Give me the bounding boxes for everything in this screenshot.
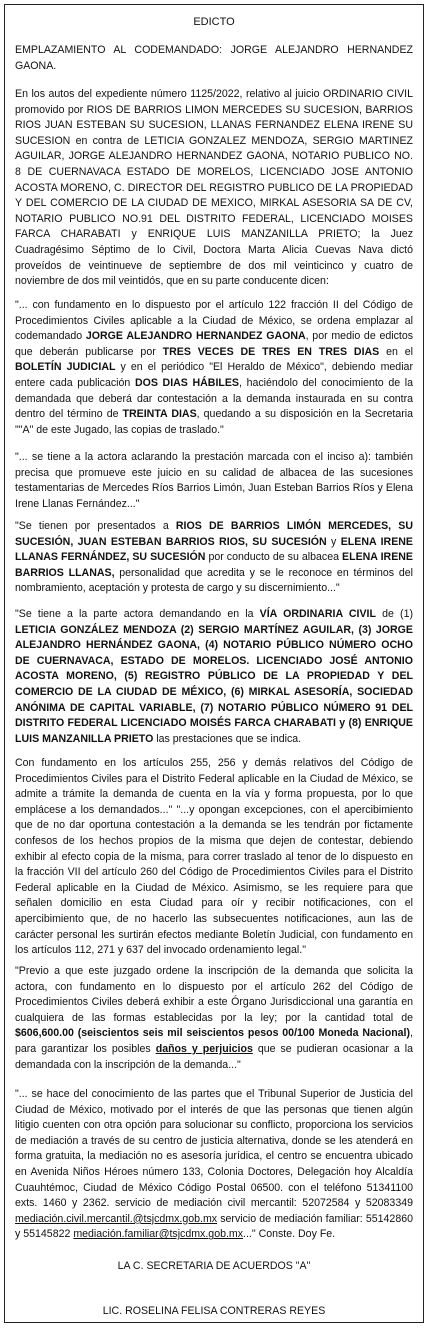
bold-days: DOS DIAS HÁBILES	[134, 376, 240, 389]
bold-frequency: TRES VECES DE TRES EN TRES DIAS	[162, 345, 380, 358]
quote-paragraph-7: "... se hace del conocimiento de las partes que el Tribunal Superior de Justicia del Ciudad de México, motivado por el interés de que las personas que tienen algún litigio cuenten con otra opción para solucionar su conflicto, proporciona los servicios de mediación a través de su centro de justicia alternativa, donde se les atenderá en forma gratuita, la mediación no es asesoría jurídica, el centro se encuentra ubicado en Avenida Niños Héroes número 133, Colonia Doctores, Delegación hoy Alcaldía Cuauhtémoc, Ciudad de México Código Postal 06500. con el teléfono 51341100 exts. 1460 y 2362. servicio de mediación civil mercantil: 52072584 y 52083349 mediación.civil.mercantil.@tsjcdmx.gob.mx servicio de mediación familiar: 55142860 y 55145822 mediación.familiar@tsjcdmx.gob.mx..." Conste. Doy Fe.	[15, 1088, 413, 1241]
summons-heading: EMPLAZAMIENTO AL CODEMANDADO: JORGE ALEJANDRO HERNANDEZ GAONA.	[15, 44, 413, 72]
damages-underlined: daños y perjuicios	[155, 1042, 253, 1055]
civil-mediation-email-link[interactable]: mediación.civil.mercantil.@tsjcdmx.gob.mx	[15, 1212, 218, 1225]
edict-body	[15, 5, 413, 1322]
quote-paragraph-2: "... se tiene a la actora aclarando la prestación marcada con el inciso a): también precisa que promueve este juicio en su calidad de albacea de las sucesiones testamentarias de Mercedes Ríos Barrios Limón, Juan Esteban Barrios Ríos y Elena Irene Llanas Fernández..."	[15, 451, 413, 510]
intro-paragraph: En los autos del expediente número 1125/2022, relativo al juicio ORDINARIO CIVIL promovido por RIOS DE BARRIOS LIMON MERCEDES SU SUCESION, BARRIOS RIOS JUAN ESTEBAN SU SUCESION, LLANAS FERNANDEZ ELENA IRENE SU SUCESION en contra de LETICIA GONZALEZ MENDOZA, SERGIO MARTINEZ AGUILAR, JORGE ALEJANDRO HERNANDEZ GAONA, NOTARIO PUBLICO NO. 8 DE CUERNAVACA ESTADO DE MORELOS, LICENCIADO JOSE ANTONIO ACOSTA MORENO, C. DIRECTOR DEL REGISTRO PUBLICO DE LA PROPIEDAD Y DEL COMERCIO DE LA CIUDAD DE MEXICO, MIRKAL ASESORIA SA DE CV, NOTARIO PUBLICO NO.91 DEL DISTRITO FEDERAL, LICENCIADO MOISES FARCA CHARABATI y ENRIQUE LUIS MANZANILLA PRIETO; la Juez Cuadragésimo Séptimo de lo Civil, Doctora Marta Alicia Cuevas Nava dictó proveídos de veintinueve de septiembre de dos mil veinticinco y cuatro de noviembre de dos mil veintidós, que en su parte conducente dicen:	[15, 88, 413, 288]
signature-title: LA C. SECRETARIA DE ACUERDOS "A"	[117, 1260, 311, 1272]
bold-term: TREINTA DIAS	[122, 408, 197, 421]
guarantee-amount: $606,600.00 (seiscientos seis mil seiscientos pesos 00/100 Moneda Nacional)	[15, 1027, 411, 1040]
document-title: EDICTO	[193, 16, 235, 28]
edict-frame	[4, 4, 424, 1323]
quote-paragraph-6: "Previo a que este juzgado ordene la inscripción de la demanda que solicita la actora, con fundamento en lo dispuesto por el artículo 262 del Código de Procedimientos Civiles deberá exhibir a este Órgano Jurisdiccional una garantía en cualquiera de las formas establecidas por la ley; por la cantidad total de $606,600.00 (seiscientos seis mil seiscientos pesos 00/100 Moneda Nacional), para garantizar los posibles daños y perjuicios que se pudieran ocasionar a la demandada con la inscripción de la demanda..."	[15, 965, 413, 1071]
bold-name: JORGE ALEJANDRO HERNANDEZ GAONA	[85, 330, 306, 343]
quote-paragraph-1: "... con fundamento en lo dispuesto por el artículo 122 fracción II del Código de Procedimientos Civiles aplicable a la Ciudad de México, se ordena emplazar al codemandado JORGE ALEJANDRO HERNANDEZ GAONA, por medio de edictos que deberán publicarse por TRES VECES DE TRES EN TRES DIAS en el BOLETÍN JUDICIAL y en el periódico "El Heraldo de México", debiendo mediar entere cada publicación DOS DIAS HÁBILES, haciéndolo del conocimiento de la demandada que deberá dar contestación a la demanda instaurada en su contra dentro del término de TREINTA DIAS, quedando a su disposición en la Secretaria ""A" de este Jugado, las copias de traslado."	[15, 299, 414, 436]
family-mediation-email-link[interactable]: mediación.familiar@tsjcdmx.gob.mx	[73, 1228, 244, 1241]
bold-bulletin: BOLETÍN JUDICIAL	[15, 361, 116, 374]
quote-paragraph-4: "Se tiene a la parte actora demandando en la VÍA ORDINARIA CIVIL de (1) LETICIA GONZÁLEZ MENDOZA (2) SERGIO MARTÍNEZ AGUILAR, (3) JORGE ALEJANDRO HERNÁNDEZ GAONA, (4) NOTARIO PÚBLICO NÚMERO OCHO DE CUERNAVACA, ESTADO DE MORELOS. LICENCIADO JOSÉ ANTONIO ACOSTA MORENO, (5) REGISTRO PÚBLICO DE LA PROPIEDAD Y DEL COMERCIO DE LA CIUDAD DE MÉXICO, (6) MIRKAL ASESORÍA, SOCIEDAD ANÓNIMA DE CAPITAL VARIABLE, (7) NOTARIO PÚBLICO NÚMERO 91 DEL DISTRITO FEDERAL LICENCIADO MOISÉS FARCA CHARABATI y (8) ENRIQUE LUIS MANZANILLA PRIETO las prestaciones que se indica.	[15, 608, 413, 745]
signature-name: LIC. ROSELINA FELISA CONTRERAS REYES	[102, 1305, 326, 1317]
quote-paragraph-3: "Se tienen por presentados a RIOS DE BARRIOS LIMÓN MERCEDES, SU SUCESIÓN, JUAN ESTEBAN BARRIOS RIOS, SU SUCESIÓN y ELENA IRENE LLANAS FERNÁNDEZ, SU SUCESIÓN por conducto de su albacea ELENA IRENE BARRIOS LLANAS, personalidad que acredita y se le reconoce en términos del nombramiento, aceptación y protesta de cargo y su discernimiento..."	[15, 520, 414, 595]
quote-paragraph-5: Con fundamento en los artículos 255, 256 y demás relativos del Código de Procedimientos Civiles para el Distrito Federal aplicable en la Ciudad de México, se admite a trámite la demanda de cuenta en la vía y forma propuesta, por lo que emplácese a los demandados..." "...y opongan excepciones, con el apercibimiento que de no dar oportuna contestación a la demanda se les tendrán por fictamente confesos de los hechos propios de la misma que dejen de contestar, debiendo exhibir al efecto copia de la misma, para correr traslado al tenor de lo dispuesto en la fracción VII del artículo 260 del Código de Procedimientos Civiles para el Distrito Federal aplicable en la Ciudad de México. Asimismo, se les requiere para que señalen domicilio en esta Ciudad para oír y recibir notificaciones, con el apercibimiento que, de no hacerlo las subsecuentes notificaciones, aun las de carácter personal les surtirán efectos mediante Boletín Judicial, con fundamento en los artículos 112, 271 y 637 del invocado ordenamiento legal."	[15, 757, 413, 957]
